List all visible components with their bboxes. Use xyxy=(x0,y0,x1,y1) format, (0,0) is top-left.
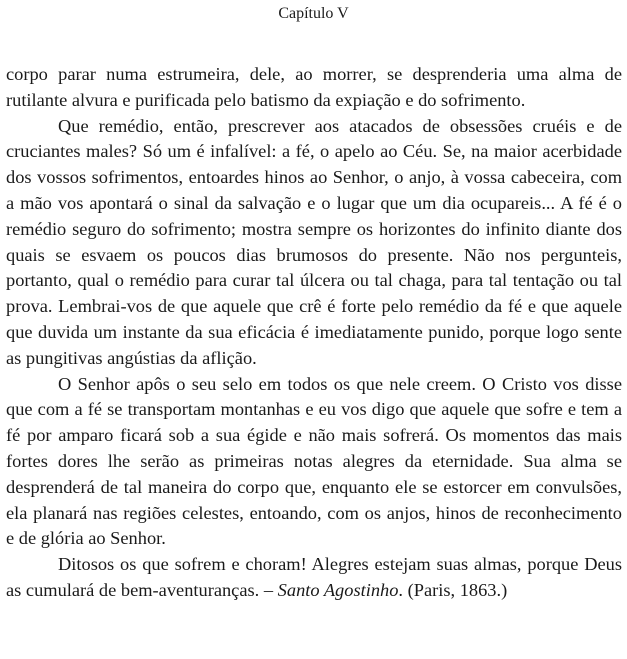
signature-author: Santo Agostinho xyxy=(277,579,399,600)
paragraph: Que remédio, então, prescrever aos atacados de obsessões cruéis e de cruciantes males? Só um é infalível: a fé, o apelo ao Céu. Se, na maior acerbidade dos vossos sofrimentos, entoardes hinos ao Senhor, o anjo, à vossa cabeceira, com a mão vos apontará o sinal da salvação e o lugar que um dia ocupareis... A fé é o remédio seguro do sofrimento; mostra sempre os horizontes do infinito diante dos quais se esvaem os poucos dias brumosos do presente. Não nos pergunteis, portanto, qual o remédio para curar tal úlcera ou tal chaga, para tal tentação ou tal prova. Lembrai-vos de que aquele que crê é forte pelo remédio da fé e que aquele que duvida um instante da sua eficácia é imediatamente punido, porque logo sente as pungitivas angústias da aflição. xyxy=(6,115,622,368)
paragraph-text: Ditosos os que sofrem e choram! Alegres estejam suas almas, porque Deus as cumulará de bem-aventuranças. – xyxy=(6,554,622,600)
chapter-header: Capítulo V xyxy=(278,5,349,22)
signature-source: . (Paris, 1863.) xyxy=(398,579,508,600)
paragraph: corpo parar numa estrumeira, dele, ao morrer, se desprenderia uma alma de rutilante alvura e purificada pelo batismo da expiação e do sofrimento. xyxy=(6,64,622,110)
page-body xyxy=(6,62,622,604)
closing-paragraph xyxy=(6,552,622,604)
paragraph: O Senhor apôs o seu selo em todos os que nele creem. O Cristo vos disse que com a fé se transportam montanhas e eu vos digo que aquele que sofre e tem a fé por amparo ficará sob a sua égide e não mais sofrerá. Os momentos das mais fortes dores lhe serão as primeiras notas alegres da eternidade. Sua alma se desprenderá de tal maneira do corpo que, enquanto ele se estorcer em convulsões, ela planará nas regiões celestes, entoando, com os anjos, hinos de reconhecimento e de glória ao Senhor. xyxy=(6,373,622,549)
